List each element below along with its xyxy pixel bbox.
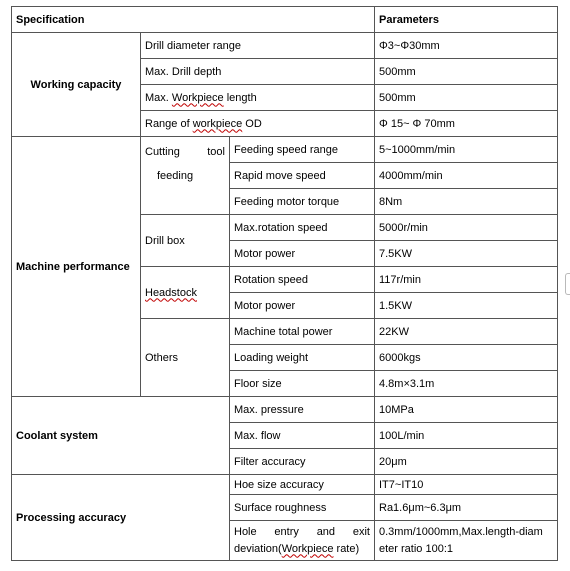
spec-item: Filter accuracy	[230, 449, 375, 475]
spec-value: 8Nm	[375, 189, 558, 215]
spec-value: 4.8m×3.1m	[375, 371, 558, 397]
spec-value: Φ3~Φ30mm	[375, 33, 558, 59]
page-edge-handle[interactable]	[565, 273, 570, 295]
spec-item: Max.rotation speed	[230, 215, 375, 241]
spec-item: Hoe size accuracy	[230, 475, 375, 495]
spec-item: Surface roughness	[230, 495, 375, 521]
spec-value: 6000kgs	[375, 345, 558, 371]
spec-value: 100L/min	[375, 423, 558, 449]
spec-value: 10MPa	[375, 397, 558, 423]
header-parameters: Parameters	[375, 7, 558, 33]
spec-item: Motor power	[230, 241, 375, 267]
header-row	[12, 7, 558, 33]
group-coolant-system: Coolant system	[12, 397, 230, 475]
spec-sheet	[11, 6, 558, 561]
spec-value: IT7~IT10	[375, 475, 558, 495]
spec-item: Max. flow	[230, 423, 375, 449]
subgroup-headstock: Headstock	[141, 267, 230, 319]
spec-item: Max. pressure	[230, 397, 375, 423]
spec-item: Floor size	[230, 371, 375, 397]
spec-item: Motor power	[230, 293, 375, 319]
spec-item: Feeding motor torque	[230, 189, 375, 215]
table-row	[12, 475, 558, 495]
spec-value: 4000mm/min	[375, 163, 558, 189]
group-machine-performance: Machine performance	[12, 137, 141, 397]
header-specification: Specification	[12, 7, 375, 33]
spec-item: Feeding speed range	[230, 137, 375, 163]
spec-value: 22KW	[375, 319, 558, 345]
spec-value-deviation: 0.3mm/1000mm,Max.length-diam eter ratio 100:1	[375, 521, 558, 561]
table-row	[12, 137, 558, 163]
spec-item: Loading weight	[230, 345, 375, 371]
spec-item: Rapid move speed	[230, 163, 375, 189]
spec-value: Φ 15~ Φ 70mm	[375, 111, 558, 137]
group-processing-accuracy: Processing accuracy	[12, 475, 230, 561]
spec-value: 5000r/min	[375, 215, 558, 241]
spec-value: 5~1000mm/min	[375, 137, 558, 163]
subgroup-others: Others	[141, 319, 230, 397]
spec-value: 500mm	[375, 59, 558, 85]
spec-table	[11, 6, 558, 561]
spec-value: 500mm	[375, 85, 558, 111]
spec-value: 1.5KW	[375, 293, 558, 319]
table-row	[12, 33, 558, 59]
group-working-capacity: Working capacity	[12, 33, 141, 137]
spec-item: Range of workpiece OD	[141, 111, 375, 137]
spec-item: Drill diameter range	[141, 33, 375, 59]
spec-item-deviation: Hole entry and exit deviation(Workpiece rate)	[230, 521, 375, 561]
spec-item: Rotation speed	[230, 267, 375, 293]
spec-value: 7.5KW	[375, 241, 558, 267]
spec-value: Ra1.6μm~6.3μm	[375, 495, 558, 521]
spec-item: Max. Workpiece length	[141, 85, 375, 111]
spec-item: Max. Drill depth	[141, 59, 375, 85]
subgroup-cutting-tool-feeding: Cutting tool feeding	[141, 137, 230, 215]
subgroup-drill-box: Drill box	[141, 215, 230, 267]
spec-value: 20μm	[375, 449, 558, 475]
table-row	[12, 397, 558, 423]
spec-value: 117r/min	[375, 267, 558, 293]
spec-item: Machine total power	[230, 319, 375, 345]
